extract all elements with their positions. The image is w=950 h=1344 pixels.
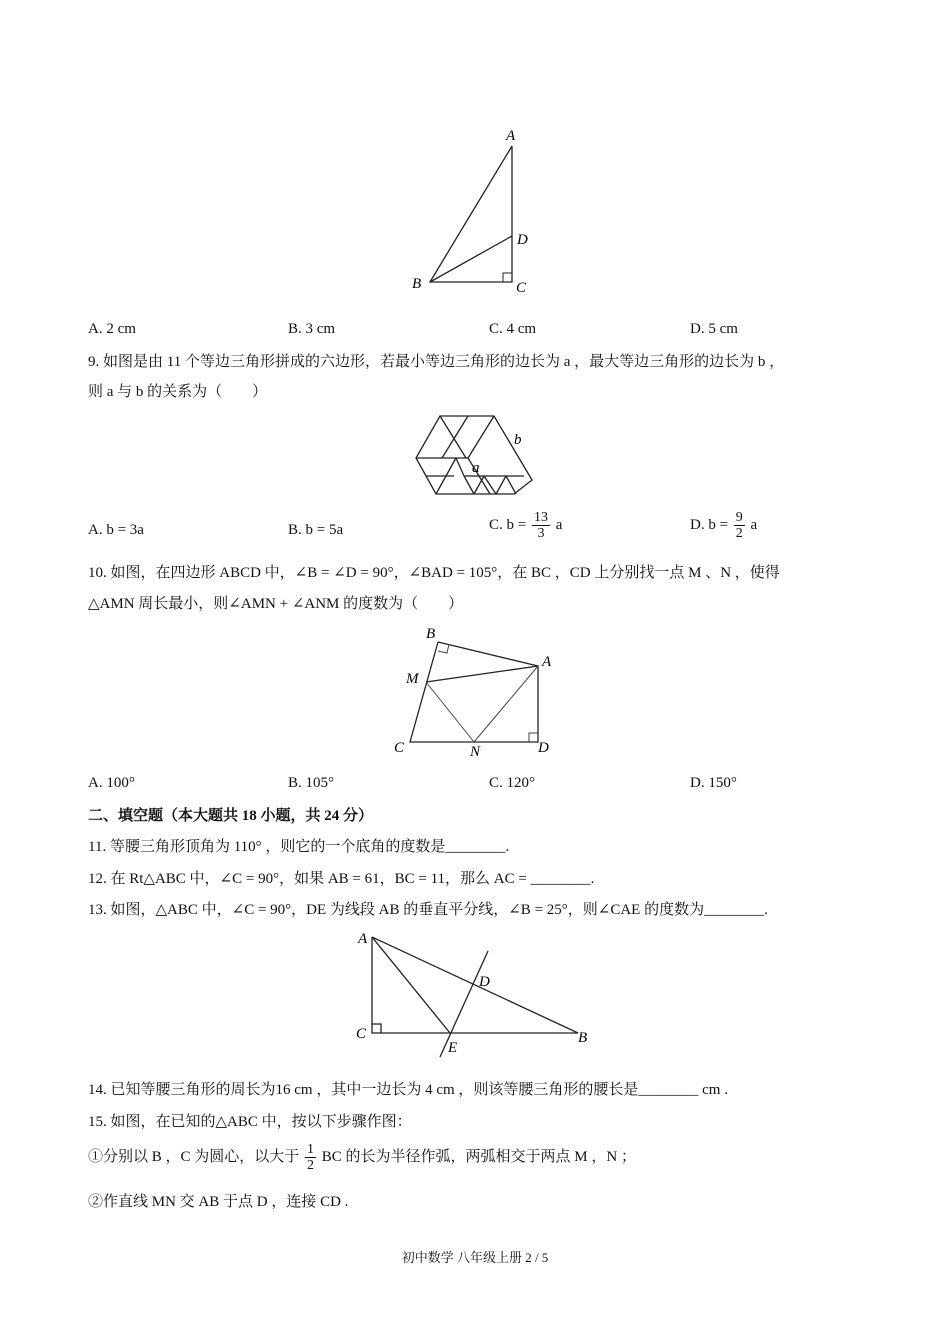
q9-option-c-denominator: 3 (537, 526, 545, 541)
q9-option-c-fraction (532, 510, 550, 541)
q8-option-d[interactable]: D. 5 cm (690, 321, 738, 337)
q9-option-c-prefix: C. b = (489, 516, 527, 533)
page-footer: 初中数学 八年级上册 2 / 5 (401, 1250, 549, 1265)
quadrilateral-abcd-figure (390, 620, 570, 760)
q15-step1-prefix: ①分别以 B ，C 为圆心，以大于 (88, 1149, 300, 1165)
label-a: A (358, 931, 368, 947)
label-b: B (578, 1030, 588, 1046)
right-triangle-bisector-figure (352, 925, 602, 1060)
q9-option-c[interactable] (489, 510, 562, 541)
q9-option-d-prefix: D. b = (690, 516, 729, 533)
hexagon-triangles-figure (410, 410, 550, 500)
q10-text-line1: 10. 如图，在四边形 ABCD 中，∠B = ∠D = 90°，∠BAD = 105°，在 BC ，CD 上分别找一点 M 、N ，使得 (88, 565, 780, 581)
label-b: b (514, 432, 522, 448)
q9-text-line2: 则 a 与 b 的关系为（ ） (88, 384, 268, 400)
label-a: A (506, 128, 516, 144)
q9-text-line1: 9. 如图是由 11 个等边三角形拼成的六边形，若最小等边三角形的边长为 a ，最大等边三角形的边长为 b ， (88, 354, 785, 370)
q15-step1-numerator: 1 (307, 1142, 315, 1158)
q15-step2: ②作直线 MN 交 AB 于点 D ，连接 CD . (88, 1194, 349, 1210)
q15-step1-suffix: BC 的长为半径作弧，两弧相交于两点 M ，N ； (321, 1149, 636, 1165)
q9-option-b[interactable]: B. b = 5a (288, 522, 344, 538)
q10-option-b[interactable]: B. 105° (288, 775, 335, 791)
q10-option-c[interactable]: C. 120° (489, 775, 536, 791)
label-d: D (479, 974, 490, 990)
q9-option-d-suffix: a (750, 516, 758, 533)
q15-step1 (88, 1141, 636, 1173)
q8-options (88, 321, 888, 341)
q10-options (88, 775, 888, 795)
q9-option-c-suffix: a (555, 516, 563, 533)
label-m: M (406, 671, 419, 687)
label-a: A (542, 654, 552, 670)
label-e: E (448, 1040, 458, 1056)
label-b: B (412, 276, 422, 292)
q9-option-d-fraction (734, 510, 745, 541)
label-c: C (516, 280, 527, 296)
q10-option-d[interactable]: D. 150° (690, 775, 737, 791)
q15-text-line1: 15. 如图，在已知的△ABC 中，按以下步骤作图： (88, 1114, 412, 1130)
q12-text: 12. 在 Rt△ABC 中，∠C = 90°，如果 AB = 61，BC = 11，那么 AC = ________. (88, 871, 595, 887)
label-c: C (356, 1026, 367, 1042)
q9-option-d-denominator: 2 (735, 526, 743, 541)
label-c: C (394, 740, 405, 756)
label-d: D (538, 740, 549, 756)
q10-option-a[interactable]: A. 100° (88, 775, 135, 791)
q11-text: 11. 等腰三角形顶角为 110° ，则它的一个底角的度数是________. (88, 839, 510, 855)
label-d: D (517, 232, 528, 248)
q15-step1-denominator: 2 (307, 1158, 315, 1174)
section-title: 二、填空题（本大题共 18 小题，共 24 分） (88, 808, 374, 824)
q8-option-c[interactable]: C. 4 cm (489, 321, 537, 337)
label-n: N (470, 744, 481, 760)
q9-option-c-numerator: 13 (533, 510, 548, 525)
label-a: a (472, 460, 480, 476)
triangle-abc-figure (400, 120, 550, 300)
q8-option-b[interactable]: B. 3 cm (288, 321, 336, 337)
q9-option-a[interactable]: A. b = 3a (88, 522, 144, 538)
q9-option-d[interactable] (690, 510, 757, 541)
label-b: B (426, 626, 436, 642)
q9-option-d-numerator: 9 (735, 510, 743, 525)
q14-text: 14. 已知等腰三角形的周长为16 cm ，其中一边长为 4 cm ，则该等腰三角形的腰长是________ cm . (88, 1082, 728, 1098)
q13-text: 13. 如图，△ABC 中，∠C = 90°，DE 为线段 AB 的垂直平分线，∠B = 25°，则∠CAE 的度数为________. (88, 902, 768, 918)
q8-option-a[interactable]: A. 2 cm (88, 321, 136, 337)
q15-step1-fraction (305, 1142, 316, 1173)
q9-options (88, 510, 888, 542)
q10-text-line2: △AMN 周长最小，则∠AMN + ∠ANM 的度数为（ ） (88, 596, 464, 612)
